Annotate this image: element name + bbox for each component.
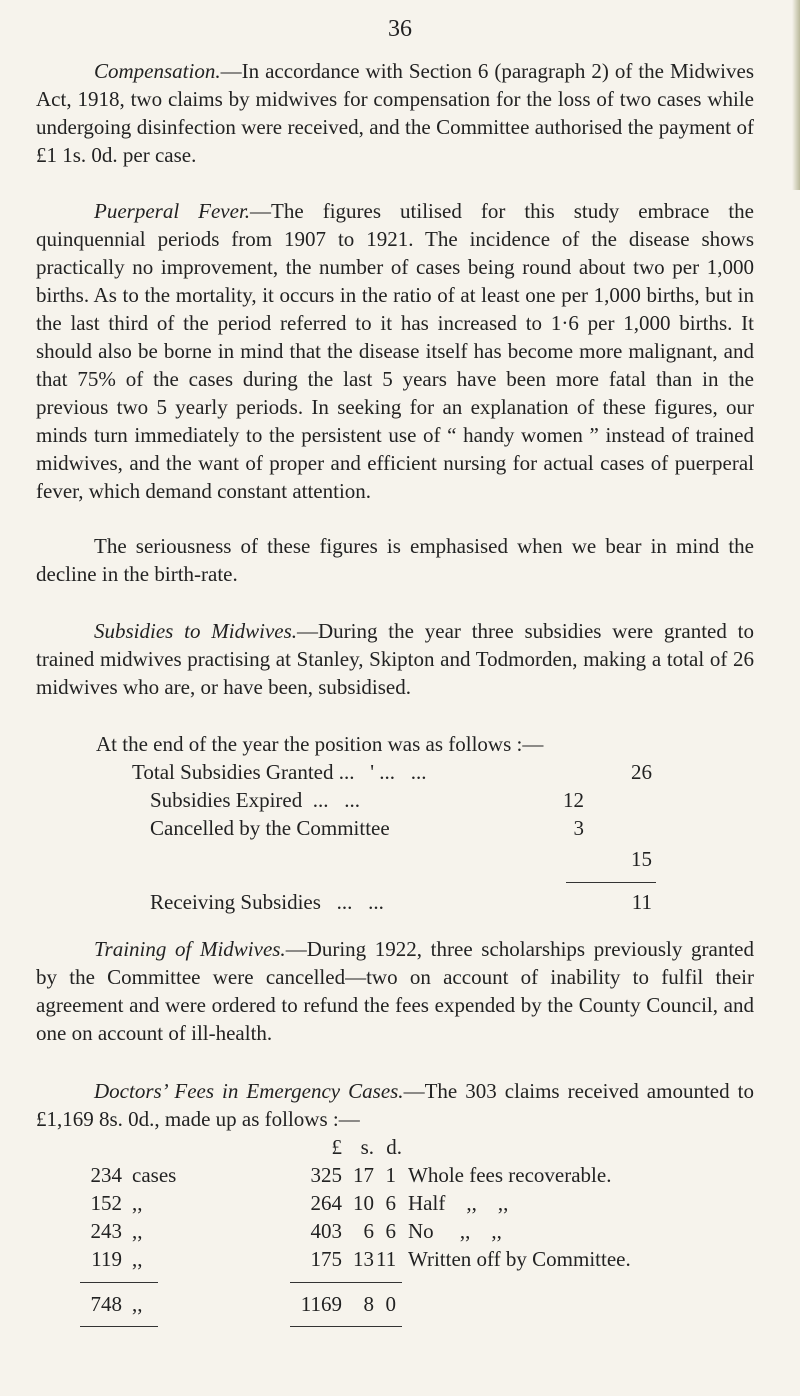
fee-row-pence: 11 xyxy=(376,1247,397,1271)
col-header-shillings: s. xyxy=(360,1135,374,1159)
subsidies-row-label: Subsidies Expired ... ... xyxy=(150,788,360,812)
doctors-fees-heading: Doctors’ Fees in Emergency Cases. xyxy=(94,1079,404,1103)
fee-row-pounds: 325 xyxy=(310,1163,342,1187)
fee-row-unit: ,, xyxy=(132,1247,143,1271)
receiving-subsidies-label: Receiving Subsidies ... ... xyxy=(150,890,384,914)
fee-row-unit: ,, xyxy=(132,1191,143,1215)
amount-double-rule xyxy=(290,1326,402,1327)
fee-row-shillings: 10 xyxy=(353,1191,374,1215)
subsidies-row-label: Total Subsidies Granted ... ' ... ... xyxy=(132,760,427,784)
puerperal-fever-heading: Puerperal Fever. xyxy=(94,199,251,223)
fee-row-description: Half ,, ,, xyxy=(408,1191,509,1215)
fee-row-cases: 152 xyxy=(90,1191,122,1215)
fees-total-shillings: 8 xyxy=(363,1292,374,1316)
fee-row-description: No ,, ,, xyxy=(408,1219,502,1243)
fee-row-cases: 234 xyxy=(90,1163,122,1187)
fee-row-unit: ,, xyxy=(132,1219,143,1243)
subsidies-position-intro: At the end of the year the position was as follows :— xyxy=(96,732,544,756)
training-heading: Training of Midwives. xyxy=(94,937,286,961)
training-text: —During 1922, three scholarships previously granted by the Committee were cancelled—two on account of inability to fulfil their agreement and were ordered to refund the fees expended by the County Council, and one on account of ill-health. xyxy=(36,937,754,1045)
fee-row-pence: 1 xyxy=(385,1163,396,1187)
fees-total-pounds: 1169 xyxy=(300,1292,342,1316)
amount-total-rule xyxy=(290,1282,402,1283)
fee-row-cases: 119 xyxy=(91,1247,122,1271)
subsidies-row-col1: 3 xyxy=(573,816,584,840)
fee-row-shillings: 6 xyxy=(363,1219,374,1243)
seriousness-paragraph xyxy=(36,532,754,588)
cases-double-rule xyxy=(80,1326,158,1327)
training-paragraph xyxy=(36,935,754,1047)
subsidies-subtotal: 15 xyxy=(631,847,652,871)
subsidies-row-col1: 12 xyxy=(563,788,584,812)
subsidies-heading: Subsidies to Midwives. xyxy=(94,619,298,643)
fee-row-unit: cases xyxy=(132,1163,177,1187)
fee-row-pounds: 403 xyxy=(310,1219,342,1243)
subsidies-text: —During the year three subsidies were granted to trained midwives practising at Stanley, Skipton and Todmorden, making a total of 26 midwives who are, or have been, subsidised. xyxy=(36,619,754,699)
fee-row-cases: 243 xyxy=(90,1219,122,1243)
fee-row-shillings: 17 xyxy=(353,1163,374,1187)
receiving-subsidies-value: 11 xyxy=(631,890,652,914)
puerperal-fever-paragraph xyxy=(36,197,754,505)
doctors-fees-paragraph xyxy=(36,1077,754,1133)
cases-total-rule xyxy=(80,1282,158,1283)
compensation-heading: Compensation. xyxy=(94,59,221,83)
puerperal-fever-text: —The figures utilised for this study embrace the quinquennial periods from 1907 to 1921. The incidence of the disease shows practically no improvement, the number of cases being round about two per 1,000 births. As to the mortality, it occurs in the ratio of at least one per 1,000 births, but in the last third of the period referred to it has increased to 1·6 per 1,000 births. It should also be borne in mind that the disease itself has become more malignant, and that 75% of the cases during the last 5 years have been more fatal than in the previous two 5 yearly periods. In seeking for an explanation of these figures, our minds turn immediately to the persistent use of “ handy women ” instead of trained midwives, and the want of proper and efficient nursing for actual cases of puerperal fever, which demand constant attention. xyxy=(36,199,754,503)
compensation-paragraph xyxy=(36,57,754,169)
fees-total-pence: 0 xyxy=(385,1292,396,1316)
fee-row-pence: 6 xyxy=(385,1191,396,1215)
subsidies-paragraph xyxy=(36,617,754,701)
fee-row-description: Whole fees recoverable. xyxy=(408,1163,612,1187)
compensation-text: —In accordance with Section 6 (paragraph 2) of the Midwives Act, 1918, two claims by midwives for compensation for the loss of two cases while undergoing disinfection were received, and the Committee authorised the payment of £1 1s. 0d. per case. xyxy=(36,59,754,167)
doctors-fees-text: —The 303 claims received amounted to £1,169 8s. 0d., made up as follows :— xyxy=(36,1079,754,1131)
subsidies-row-col2: 26 xyxy=(631,760,652,784)
seriousness-text: The seriousness of these figures is emphasised when we bear in mind the decline in the birth-rate. xyxy=(36,534,754,586)
col-header-pounds: £ xyxy=(331,1135,342,1159)
col-header-pence: d. xyxy=(386,1135,402,1159)
subsidies-row-label: Cancelled by the Committee xyxy=(150,816,390,840)
subsidies-total-rule xyxy=(566,882,656,883)
fee-row-shillings: 13 xyxy=(353,1247,374,1271)
fees-total-cases: 748 xyxy=(90,1292,122,1316)
fees-total-unit: ,, xyxy=(132,1292,143,1316)
page-number: 36 xyxy=(388,16,412,42)
fee-row-description: Written off by Committee. xyxy=(408,1247,631,1271)
fee-row-pence: 6 xyxy=(385,1219,396,1243)
fee-row-pounds: 264 xyxy=(310,1191,342,1215)
fee-row-pounds: 175 xyxy=(310,1247,342,1271)
